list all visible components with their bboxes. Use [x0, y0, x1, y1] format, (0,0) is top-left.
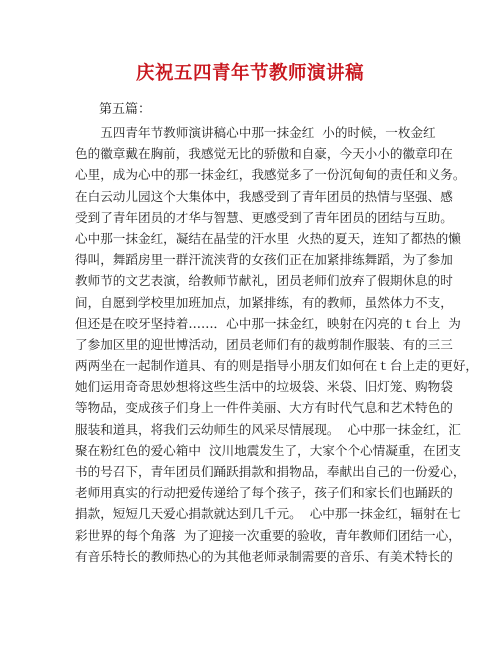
text-line: 心里，成为心中的那一抹金红，我感觉多了一份沉甸甸的责任和义务。 — [75, 167, 466, 183]
text-line: 间，自愿到学校里加班加点，加紧排练，有的教师，虽然体力不支， — [75, 294, 453, 310]
text-line: 得叫，舞蹈房里一群汗流浃背的女孩们正在加紧排练舞蹈，为了参加 — [75, 252, 453, 268]
text-line: 老师用真实的行动把爱传递给了每个孩子，孩子们和家长们也踊跃的 — [75, 485, 453, 501]
text-line: 受到了青年团员的才华与智慧、更感受到了青年团员的团结与互助。 — [75, 209, 453, 225]
text-line: 在白云动儿园这个大集体中，我感受到了青年团员的热情与坚强、感 — [75, 188, 453, 204]
body-text — [75, 122, 478, 567]
text-line: 但还是在咬牙坚持着……．心中那一抹金红，映射在闪亮的ｔ台上 为 — [75, 315, 461, 331]
text-line: 书的号召下，青年团员们踊跃捐款和捐物品，奉献出自己的一份爱心， — [75, 464, 466, 479]
text-line: 彩世界的每个角落 为了迎接一次重要的验收，青年教师们团结一心， — [75, 527, 461, 543]
text-line: 聚在粉红色的爱心箱中 汶川地震发生了，大家个个心情凝重，在团支 — [75, 442, 461, 458]
text-line: 色的徽章戴在胸前，我感觉无比的骄傲和自豪，今天小小的徽章印在 — [75, 146, 453, 162]
text-line: 教师节的文艺表演，给教师节献礼，团员老师们放弃了假期休息的时 — [75, 273, 453, 289]
text-line: 五四青年节教师演讲稿心中那一抹金红 小的时候，一枚金红 — [75, 125, 436, 140]
text-line: 心中那一抹金红，凝结在晶莹的汗水里 火热的夏天，连知了都热的懒 — [75, 230, 461, 246]
text-line: 等物品，变成孩子们身上一件件美丽、大方有时代气息和艺术特色的 — [75, 400, 453, 416]
text-line: 她们运用奇奇思妙想将这些生活中的垃圾袋、米袋、旧灯笼、购物袋 — [75, 379, 453, 395]
text-line: 有音乐特长的教师热心的为其他老师录制需要的音乐、有美术特长的 — [75, 548, 453, 564]
text-line: 捐款，短短几天爱心捐款就达到几千元。 心中那一抹金红，辐射在七 — [75, 506, 461, 522]
section-label: 第五篇： — [99, 102, 152, 117]
text-line: 两两坐在一起制作道具、有的则是指导小朋友们如何在ｔ台上走的更好， — [75, 358, 478, 374]
document-title: 庆祝五四青年节教师演讲稿 — [135, 63, 364, 84]
text-line: 服装和道具，将我们云幼师生的风采尽情展现。 心中那一抹金红，汇 — [75, 421, 461, 437]
text-line: 了参加区里的迎世博活动，团员老师们有的裁剪制作服装、有的三三 — [75, 336, 453, 352]
